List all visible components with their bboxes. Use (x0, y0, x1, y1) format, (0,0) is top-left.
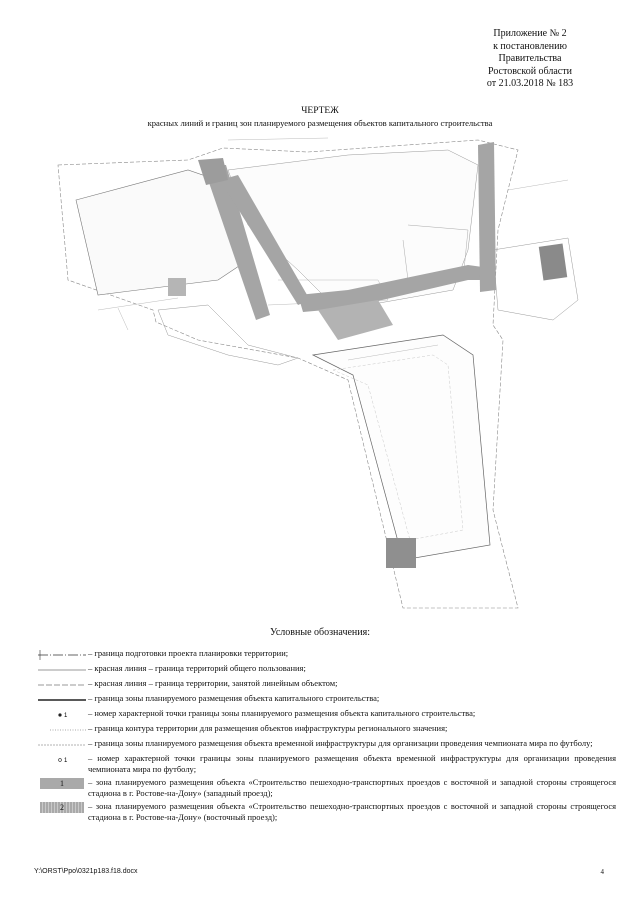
red-line-icon (36, 664, 88, 675)
legend-item-text: граница зоны планируемого размещения объекта временной инфраструктуры для организации проведения чемпионата мира по футболу; (94, 738, 593, 748)
legend-item-text: номер характерной точки границы зоны планируемого размещения объекта временной инфраструктуры для организации проведения чемпионата мира по футболу; (88, 753, 617, 774)
boundary-line-icon (36, 649, 88, 660)
dash: – (88, 693, 93, 703)
document-subtitle: красных линий и границ зон планируемого размещения объектов капитального строительства (147, 118, 493, 128)
temp-zone-border-icon (36, 739, 88, 750)
red-line-dashed-icon (36, 679, 88, 690)
file-path: Y:\ORST\Ppo\0321p183.f18.docx (34, 868, 138, 875)
point-number: 1 (64, 758, 68, 764)
zone-1-swatch: 1 (40, 778, 84, 789)
dash: – (88, 777, 93, 787)
approval-line: от 21.03.2018 № 183 (486, 78, 574, 89)
south-block (313, 335, 490, 560)
legend-item-text: красная линия – граница территории, занятой линейным объектом; (94, 678, 338, 688)
dash: – (88, 723, 93, 733)
legend-item (36, 708, 616, 720)
document-title: ЧЕРТЕЖ (301, 106, 339, 116)
legend-item-text: красная линия – граница территорий общего пользования; (94, 663, 306, 673)
legend-item-text: граница зоны планируемого размещения объекта капитального строительства; (94, 693, 380, 703)
zone-east-road (478, 142, 496, 292)
dash: – (88, 708, 93, 718)
legend-item (36, 678, 616, 690)
page-number: 4 (600, 868, 604, 876)
south-dark-zone (386, 538, 416, 568)
approval-line: Ростовской области (488, 65, 572, 77)
dash: – (88, 738, 93, 748)
legend-item (36, 693, 616, 705)
legend-item (36, 663, 616, 675)
approval-line: Приложение № 2 (493, 28, 567, 39)
approval-block (455, 28, 605, 91)
approval-line: Правительства (498, 53, 562, 64)
dash: – (88, 801, 93, 811)
legend-item (36, 801, 616, 822)
dash: – (88, 648, 93, 658)
legend-item (36, 738, 616, 750)
zone-2-swatch: 2 (40, 802, 84, 813)
temp-point-marker-icon (36, 754, 88, 765)
site-plan-drawing (48, 130, 608, 610)
contour-line-icon (36, 724, 88, 735)
legend-item (36, 753, 616, 774)
legend (36, 648, 616, 825)
legend-title: Условные обозначения: (269, 627, 370, 638)
dash: – (88, 678, 93, 688)
zone-border-icon (36, 694, 88, 705)
legend-item (36, 723, 616, 735)
legend-item (36, 648, 616, 660)
legend-item-text: граница контура территории для размещения объектов инфраструктуры регионального значения; (94, 723, 448, 733)
point-marker-icon (36, 709, 88, 720)
legend-item-text: номер характерной точки границы зоны планируемого размещения объекта капитального строительства; (94, 708, 476, 718)
east-dark-zone (539, 243, 567, 280)
point-number: 1 (64, 713, 68, 719)
approval-line: к постановлению (493, 40, 567, 52)
legend-item-text: граница подготовки проекта планировки территории; (94, 648, 289, 658)
legend-item (36, 777, 616, 798)
dash: – (88, 663, 93, 673)
legend-item-text: зона планируемого размещения объекта «Строительство пешеходно-транспортных проездов с восточной и западной стороны строящегося стадиона в г. Ростове-на-Дону» (западный проезд); (88, 777, 617, 798)
dash: – (88, 753, 93, 763)
legend-item-text: зона планируемого размещения объекта «Строительство пешеходно-транспортных проездов с восточной и западной стороны строящегося стадиона в г. Ростове-на-Дону» (восточный проезд); (88, 801, 617, 822)
